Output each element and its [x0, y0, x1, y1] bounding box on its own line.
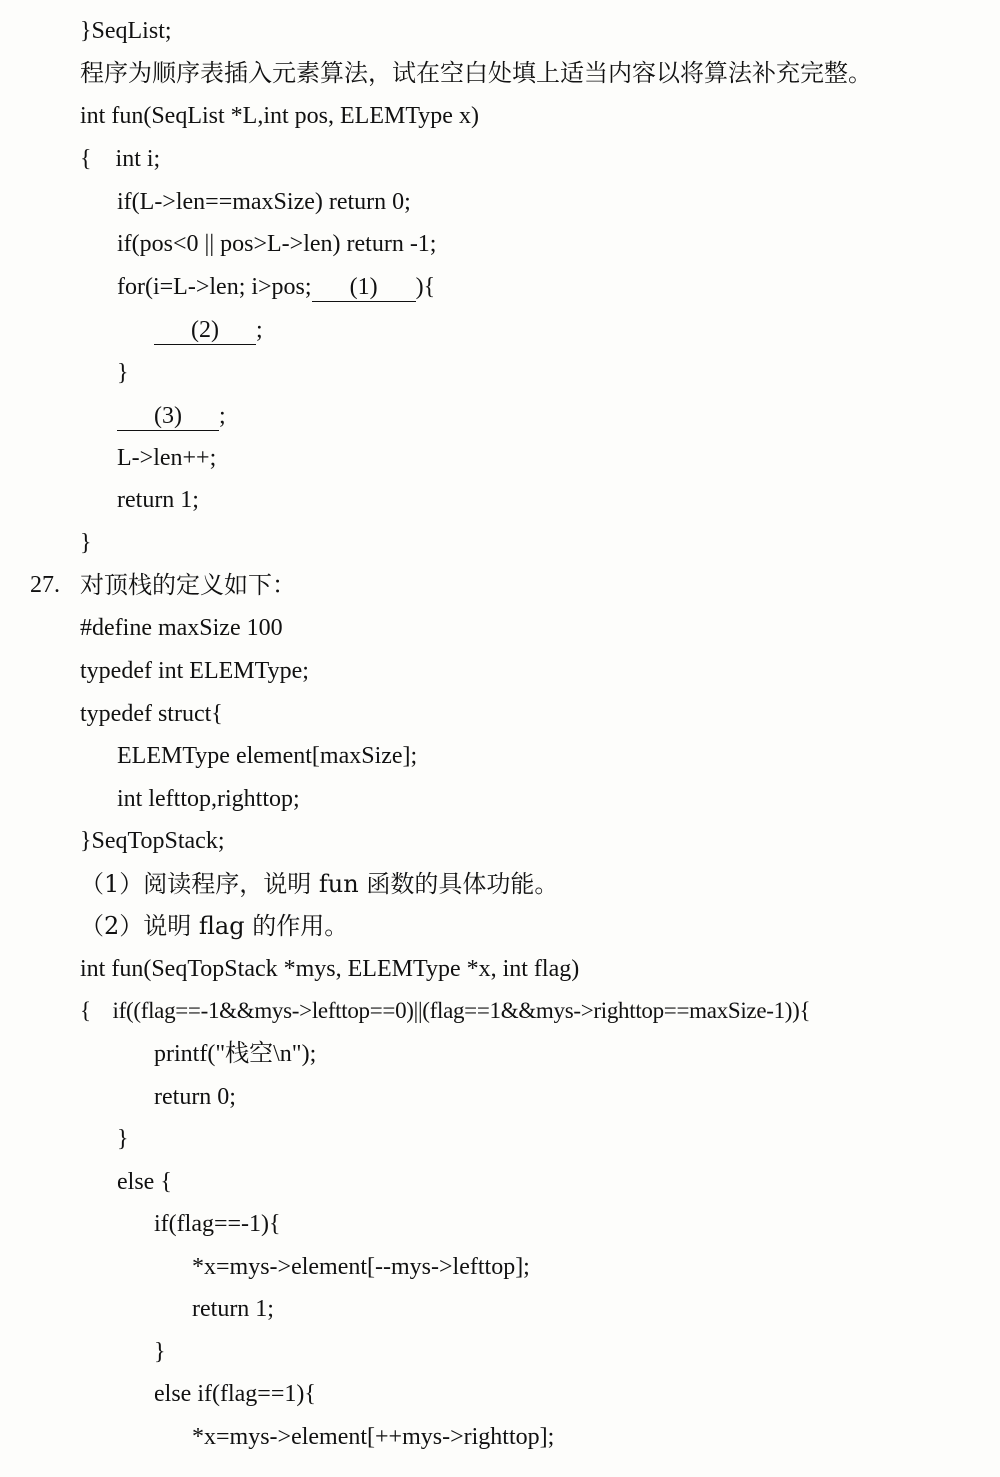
sub-question-1: （1）阅读程序，说明 fun 函数的具体功能。 — [80, 870, 559, 898]
fill-blank-3: (3) — [117, 402, 219, 431]
code-line: if(flag==-1){ — [154, 1211, 281, 1237]
code-line: else if(flag==1){ — [154, 1381, 316, 1407]
code-line: return 1; — [192, 1296, 274, 1322]
question-number: 27. — [30, 572, 60, 598]
code-line: typedef struct{ — [80, 701, 223, 727]
code-line: L->len++; — [117, 445, 217, 471]
code-line: *x=mys->element[++mys->righttop]; — [192, 1424, 555, 1450]
question-title: 对顶栈的定义如下： — [80, 571, 296, 599]
code-line: } — [117, 360, 129, 386]
code-line: int fun(SeqTopStack *mys, ELEMType *x, int flag) — [80, 956, 580, 982]
code-line: int lefttop,righttop; — [117, 786, 300, 812]
code-line: return 0; — [154, 1084, 236, 1110]
code-line: } — [154, 1339, 166, 1365]
fill-blank-2: (2) — [154, 316, 256, 345]
code-text: for(i=L->len; i>pos; — [117, 274, 312, 300]
fill-blank-1: (1) — [312, 273, 416, 302]
code-line: } — [80, 530, 92, 556]
code-line: int fun(SeqList *L,int pos, ELEMType x) — [80, 103, 479, 129]
code-line: *x=mys->element[--mys->lefttop]; — [192, 1254, 530, 1280]
code-text: ){ — [415, 274, 436, 300]
code-line: ELEMType element[maxSize]; — [117, 743, 418, 769]
code-line: } — [117, 1126, 129, 1152]
code-line-with-blank — [154, 313, 263, 347]
code-line: { if((flag==-1&&mys->lefttop==0)||(flag==1&&mys->righttop==maxSize-1)){ — [80, 998, 811, 1023]
code-line: { int i; — [80, 146, 161, 172]
code-text: ; — [219, 403, 226, 429]
code-line: return 1; — [117, 487, 199, 513]
code-line: }SeqList; — [80, 18, 172, 44]
code-text: ; — [256, 317, 263, 343]
code-line-with-blank — [117, 399, 226, 433]
code-line-with-blank — [117, 270, 435, 304]
code-line: #define maxSize 100 — [80, 615, 283, 641]
code-line: if(pos<0 || pos>L->len) return -1; — [117, 231, 437, 257]
question-instruction: 程序为顺序表插入元素算法，试在空白处填上适当内容以将算法补充完整。 — [80, 59, 872, 87]
code-line: }SeqTopStack; — [80, 828, 225, 854]
sub-question-2: （2）说明 flag 的作用。 — [80, 912, 349, 940]
code-line: typedef int ELEMType; — [80, 658, 309, 684]
code-line: if(L->len==maxSize) return 0; — [117, 189, 411, 215]
code-line: else { — [117, 1169, 172, 1195]
code-line: printf("栈空\n"); — [154, 1041, 317, 1067]
